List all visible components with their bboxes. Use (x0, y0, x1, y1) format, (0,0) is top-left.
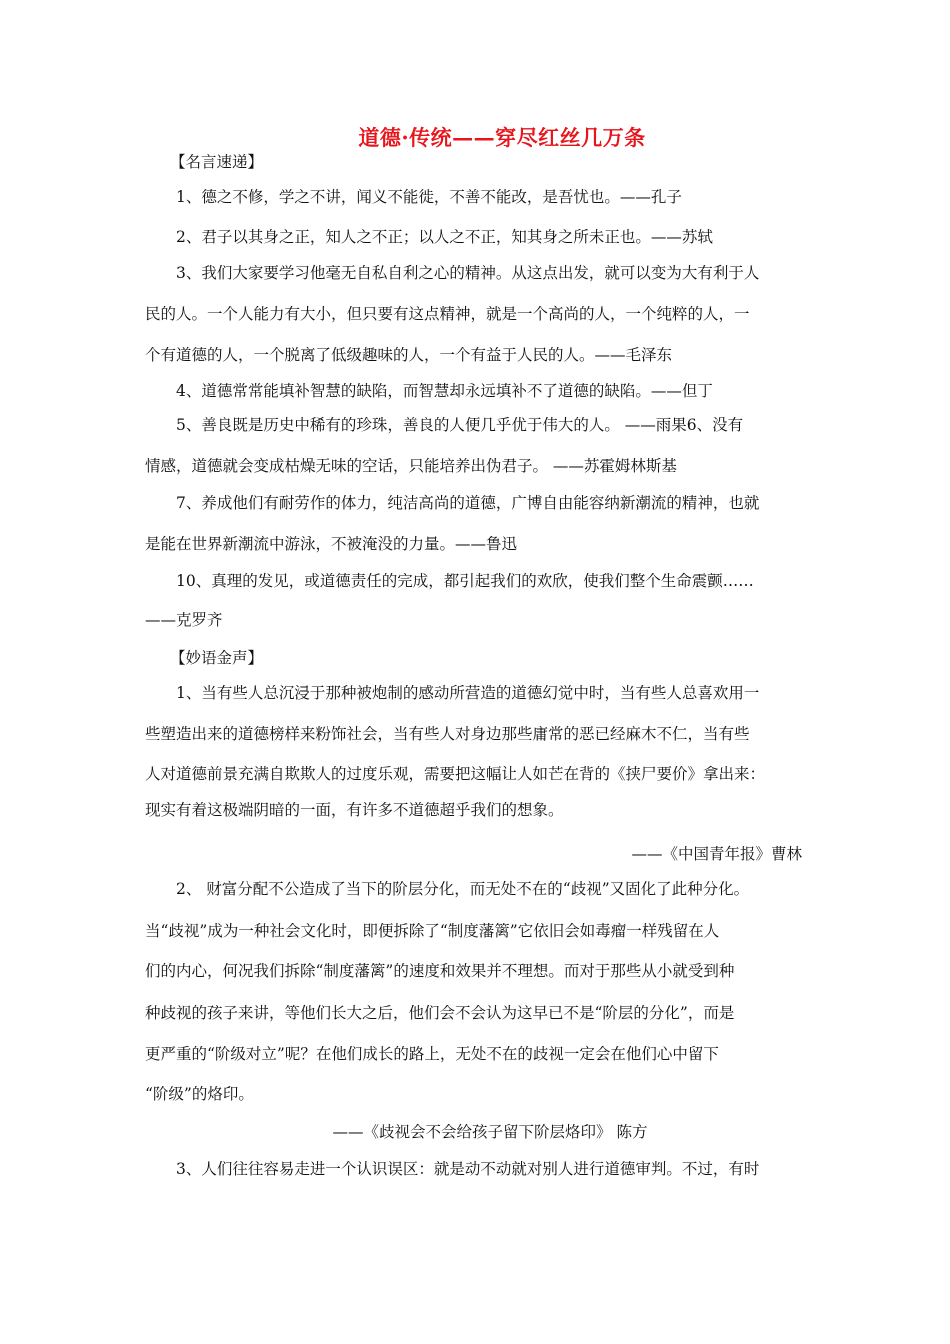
section-heading-golden: 【妙语金声】 (170, 649, 264, 667)
golden-2-line-5: 更严重的“阶级对立”呢？在他们成长的路上，无处不在的歧视一定会在他们心中留下 (145, 1045, 719, 1063)
quote-7-line-2: 是能在世界新潮流中游泳，不被淹没的力量。——鲁迅 (145, 535, 518, 553)
golden-1-source: ——《中国青年报》曹林 (631, 845, 802, 863)
golden-2-line-1: 2、 财富分配不公造成了当下的阶层分化，而无处不在的“歧视”又固化了此种分化。 (176, 880, 750, 898)
golden-2-line-4: 种歧视的孩子来讲，等他们长大之后，他们会不会认为这早已不是“阶层的分化”，而是 (145, 1004, 735, 1022)
golden-1-line-3: 人对道德前景充满自欺欺人的过度乐观，需要把这幅让人如芒在背的《挟尸要价》拿出来： (145, 765, 766, 783)
quote-7-line-1: 7、养成他们有耐劳作的体力，纯洁高尚的道德，广博自由能容纳新潮流的精神，也就 (176, 494, 760, 512)
quote-5-line-2: 情感，道德就会变成枯燥无味的空话，只能培养出伪君子。 ——苏霍姆林斯基 (145, 457, 677, 475)
quote-2: 2、君子以其身之正，知人之不正；以人之不正，知其身之所未正也。——苏轼 (176, 228, 713, 246)
golden-2-line-2: 当“歧视”成为一种社会文化时，即便拆除了“制度藩篱”它依旧会如毒瘤一样残留在人 (145, 922, 720, 940)
page-title: 道德·传统——穿尽红丝几万条 (358, 125, 646, 150)
quote-10-line-1: 10、真理的发见，或道德责任的完成，都引起我们的欢欣，使我们整个生命震颤…… (176, 572, 754, 590)
golden-2-source: ——《歧视会不会给孩子留下阶层烙印》 陈方 (332, 1123, 648, 1141)
quote-4: 4、道德常常能填补智慧的缺陷，而智慧却永远填补不了道德的缺陷。——但丁 (176, 382, 713, 400)
quote-3-line-3: 个有道德的人，一个脱离了低级趣味的人，一个有益于人民的人。——毛泽东 (145, 346, 673, 364)
golden-2-line-6: “阶级”的烙印。 (145, 1085, 254, 1103)
section-heading-quotes: 【名言速递】 (170, 153, 264, 171)
quote-3-line-1: 3、我们大家要学习他毫无自私自利之心的精神。从这点出发，就可以变为大有利于人 (176, 264, 760, 282)
golden-1-line-2: 些塑造出来的道德榜样来粉饰社会，当有些人对身边那些庸常的恶已经麻木不仁，当有些 (145, 725, 750, 743)
quote-5-line-1: 5、善良既是历史中稀有的珍珠，善良的人便几乎优于伟大的人。 ——雨果6、没有 (176, 416, 744, 434)
quote-3-line-2: 民的人。一个人能力有大小，但只要有这点精神，就是一个高尚的人，一个纯粹的人，一 (145, 305, 750, 323)
quote-10-line-2: ——克罗齐 (145, 611, 223, 629)
golden-2-line-3: 们的内心，何况我们拆除“制度藩篱”的速度和效果并不理想。而对于那些从小就受到种 (145, 962, 735, 980)
quote-1: 1、德之不修，学之不讲，闻义不能徙，不善不能改，是吾忧也。——孔子 (176, 188, 682, 206)
golden-3-line-1: 3、人们往往容易走进一个认识误区：就是动不动就对别人进行道德审判。不过，有时 (176, 1160, 760, 1178)
golden-1-line-4: 现实有着这极端阴暗的一面，有许多不道德超乎我们的想象。 (145, 801, 564, 819)
golden-1-line-1: 1、当有些人总沉浸于那种被炮制的感动所营造的道德幻觉中时，当有些人总喜欢用一 (176, 684, 760, 702)
